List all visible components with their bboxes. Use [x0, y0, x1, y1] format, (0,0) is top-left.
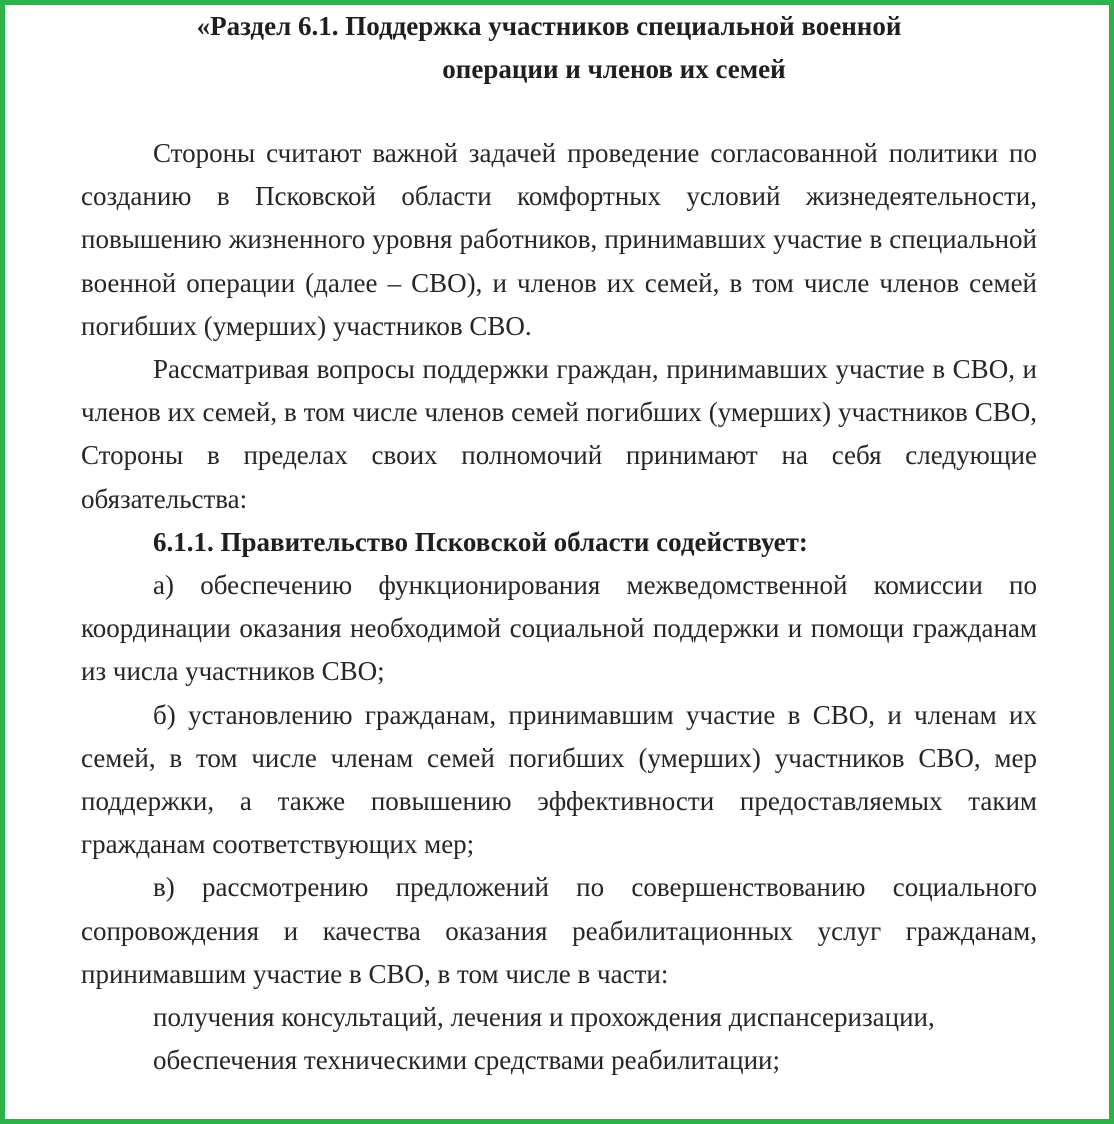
section-title-line-2: операции и членов их семей — [442, 54, 786, 84]
list-item-b: б) установлению гражданам, принимавшим участие в СВО, и членам их семей, в том числе членам семей погибших (умерших) участников СВО, мер поддержки, а также повышению эффективности предоставляемых таким гражданам соответствующих мер; — [81, 699, 1037, 860]
sub-item-consultations: получения консультаций, лечения и прохождения диспансеризации, — [153, 1002, 935, 1033]
subsection-heading-6-1-1: 6.1.1. Правительство Псковской области содействует: — [153, 526, 808, 557]
section-title — [81, 5, 1037, 91]
section-title-line-1: «Раздел 6.1. Поддержка участников специальной военной — [196, 11, 902, 41]
paragraph-parties-policy: Стороны считают важной задачей проведение согласованной политики по созданию в Псковской области комфортных условий жизнедеятельности, повышению жизненного уровня работников, принимавших участие в специальной военной операции (далее – СВО), и членов их семей, в том числе членов семей погибших (умерших) участников СВО. — [81, 138, 1037, 341]
list-item-a: а) обеспечению функционирования межведомственной комиссии по координации оказания необходимой социальной поддержки и помощи гражданам из числа участников СВО; — [81, 570, 1037, 687]
list-item-v: в) рассмотрению предложений по совершенствованию социального сопровождения и качества оказания реабилитационных услуг гражданам, принимавшим участие в СВО, в том числе в части: — [81, 872, 1037, 989]
paragraph-obligations-intro: Рассматривая вопросы поддержки граждан, принимавших участие в СВО, и членов их семей, в том числе членов семей погибших (умерших) участников СВО, Стороны в пределах своих полномочий принимают на себя следующие обязательства: — [81, 354, 1037, 514]
sub-item-technical-means: обеспечения техническими средствами реабилитации; — [153, 1045, 780, 1076]
document-page — [81, 5, 1037, 1082]
title-spacer — [81, 91, 1037, 132]
